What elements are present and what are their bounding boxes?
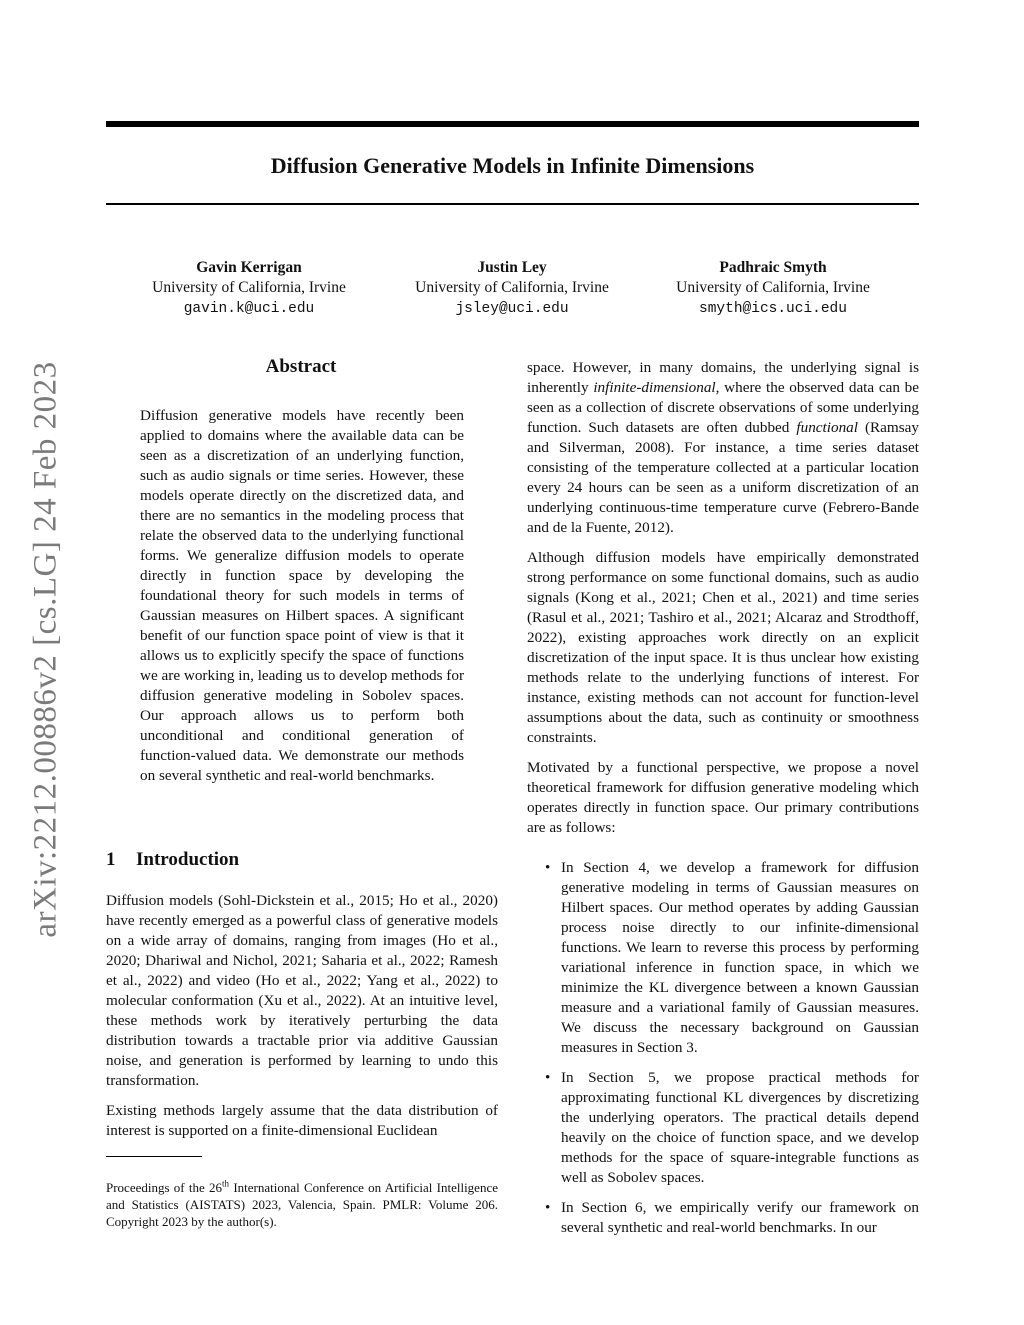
list-item-text: In Section 6, we empirically verify our framework on several synthetic and real-world benchmarks. In our [561,1199,919,1236]
section-heading-introduction [106,848,496,872]
author-affiliation: University of California, Irvine [676,279,870,296]
footnote-rule [106,1156,202,1157]
text-run: , where the observed data can be seen as a collection of discrete observations of some underlying function. Such datasets are often dubbed [527,379,920,436]
footnote-text: International Conference on Artificial Intelligence and Statistics (AISTATS) 2023, Valencia, Spain. PMLR: Volume 206. Copyright 2023 by the author(s). [106,1180,498,1229]
title-top-rule [106,121,919,127]
abstract-heading: Abstract [265,356,337,377]
arxiv-identifier: arXiv:2212.00886v2 [cs.LG] 24 Feb 2023 [27,360,64,938]
footnote-superscript: th [222,1178,230,1189]
section-number: 1 [106,849,116,870]
bullet-icon: • [545,1069,551,1086]
author-block [643,258,903,320]
author-block [382,258,642,320]
footnote [106,1179,498,1230]
contributions-list [527,858,919,1238]
arxiv-stamp [20,352,72,946]
paper-title: Diffusion Generative Models in Infinite Dimensions [270,153,755,178]
author-affiliation: University of California, Irvine [415,279,609,296]
author-email: smyth@ics.uci.edu [699,301,847,317]
abstract-text: Diffusion generative models have recently been applied to domains where the available data can be seen as a discretization of an underlying function, such as audio signals or time series. However, these models operate directly on the discretized data, and there are no semantics in the modeling process that relate the observed data to the underlying functional forms. We generalize diffusion models to operate directly in function space by developing the foundational theory for such models in terms of Gaussian measures on Hilbert spaces. A significant benefit of our function space point of view is that it allows us to explicitly specify the space of functions we are working in, leading us to develop methods for diffusion generative modeling in Sobolev spaces. Our approach allows us to perform both unconditional and conditional generation of function-valued data. We demonstrate our methods on several synthetic and real-world benchmarks. [140,407,464,784]
author-email: gavin.k@uci.edu [183,301,315,317]
paragraph: Although diffusion models have empirically demonstrated strong performance on some functional domains, such as audio signals (Kong et al., 2021; Chen et al., 2021) and time series (Rasul et al., 2021; Tashiro et al., 2021; Alcaraz and Strodthoff, 2022), existing approaches work directly on an explicit discretization of the input space. It is thus unclear how existing methods relate to the underlying functions of interest. For instance, existing methods can not account for function-level assumptions about the data, such as continuity or smoothness constraints. [527,549,919,746]
footnote-text: Proceedings of the 26 [106,1180,223,1195]
title-bottom-rule [106,203,919,205]
list-item-text: In Section 5, we propose practical methods for approximating functional KL divergences by discretizing the underlying operators. The practical details depend heavily on the choice of function space, and we develop methods for the space of square-integrable functions as well as Sobolev spaces. [561,1069,919,1186]
author-affiliation: University of California, Irvine [152,279,346,296]
right-column-body [527,358,919,1248]
text-run: space. However, in many domains, the underlying signal is inherently [527,359,919,396]
author-name: Padhraic Smyth [719,259,827,276]
paragraph: Diffusion models (Sohl-Dickstein et al., 2015; Ho et al., 2020) have recently emerged as a powerful class of generative models on a wide array of domains, ranging from images (Ho et al., 2020; Dhariwal and Nichol, 2021; Saharia et al., 2022; Ramesh et al., 2022) and video (Ho et al., 2022; Yang et al., 2022) to molecular conformation (Xu et al., 2022). At an intuitive level, these methods work by iteratively perturbing the data distribution towards a tractable prior via additive Gaussian noise, and generation is performed by learning to undo this transformation. [106,892,498,1089]
list-item [527,858,919,1058]
author-name: Gavin Kerrigan [196,259,302,276]
paragraph: Existing methods largely assume that the data distribution of interest is supported on a finite-dimensional Euclidean [106,1102,498,1139]
emphasis: infinite-dimensional [593,379,716,396]
list-item-text: In Section 4, we develop a framework for diffusion generative modeling in terms of Gaussian measures on Hilbert spaces. Our method operates by adding Gaussian process noise directly to our infinite-dimensional functions. We learn to reverse this process by performing variational inference in function space, in which we minimize the KL divergence between a known Gaussian measure and a variational family of Gaussian measures. We discuss the necessary background on Gaussian measures in Section 3. [561,859,919,1056]
bullet-icon: • [545,859,551,876]
author-email: jsley@uci.edu [455,301,569,317]
emphasis: functional [796,419,858,436]
author-block [119,258,379,320]
paragraph: Motivated by a functional perspective, we propose a novel theoretical framework for diffusion generative modeling which operates directly in function space. Our primary contributions are as follows: [527,759,919,836]
list-item [527,1198,919,1238]
author-name: Justin Ley [477,259,547,276]
text-run: (Ramsay and Silverman, 2008). For instance, a time series dataset consisting of the temperature collected at a particular location every 24 hours can be seen as a uniform discretization of an underlying continuous-time temperature curve (Febrero-Bande and de la Fuente, 2012). [527,419,919,536]
left-column-body [106,891,498,1151]
paragraph [527,358,919,538]
list-item [527,1068,919,1188]
section-title: Introduction [136,849,240,870]
bullet-icon: • [545,1199,551,1216]
